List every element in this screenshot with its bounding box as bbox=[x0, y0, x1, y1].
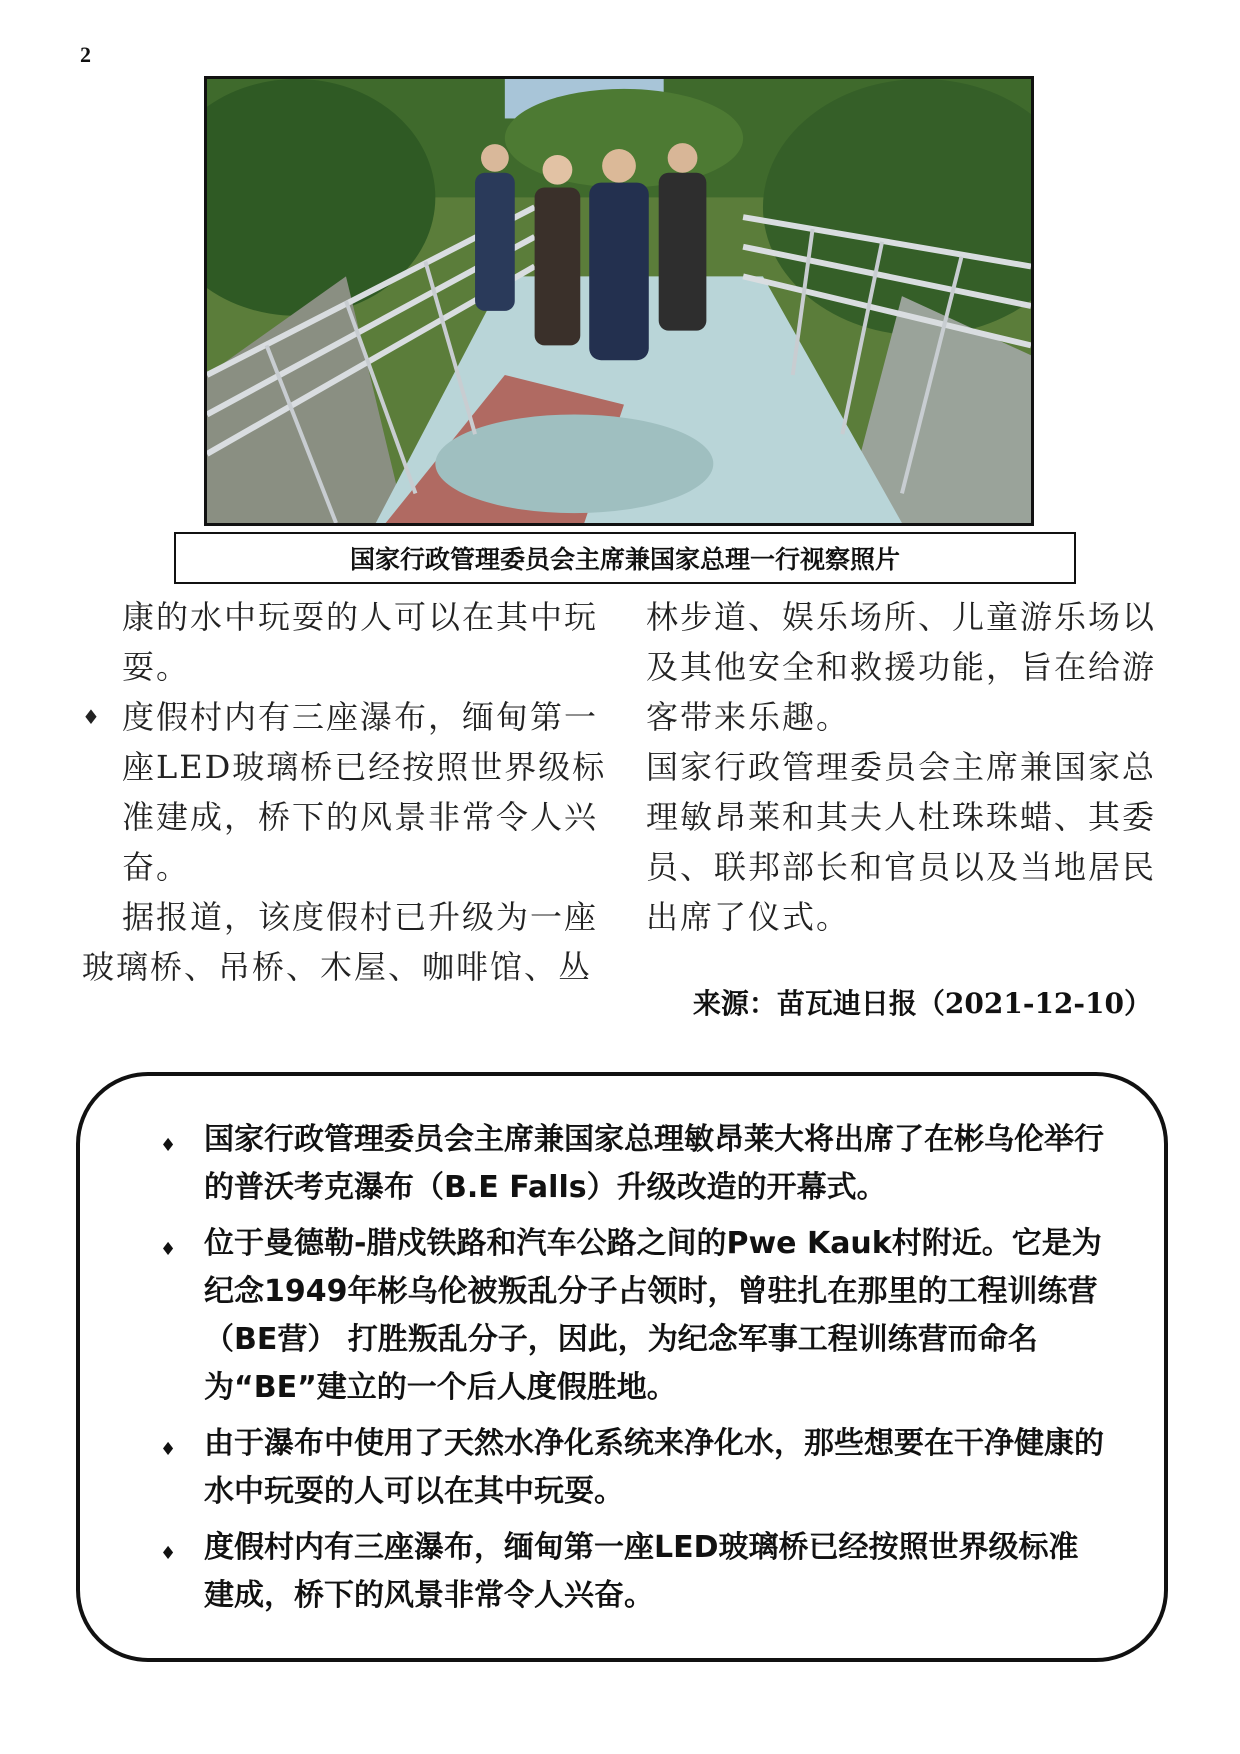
summary-item bbox=[140, 1524, 1108, 1620]
summary-item-text: 国家行政管理委员会主席兼国家总理敏昂莱大将出席了在彬乌伦举行的普沃考克瀑布（B.E Falls）升级改造的开幕式。 bbox=[204, 1122, 1104, 1205]
article-left-column bbox=[82, 592, 612, 992]
bullet-icon: ♦ bbox=[160, 1439, 177, 1460]
bullet-icon: ♦ bbox=[82, 705, 102, 729]
article-paragraph: 康的水中玩耍的人可以在其中玩耍。 bbox=[122, 598, 599, 686]
article-photo bbox=[204, 76, 1034, 526]
article-source: 来源：苗瓦迪日报（2021-12-10） bbox=[692, 987, 1152, 1020]
page-number: 2 bbox=[80, 42, 91, 67]
summary-box bbox=[76, 1072, 1168, 1662]
summary-item bbox=[140, 1116, 1108, 1212]
article-right-column bbox=[646, 592, 1178, 942]
summary-list bbox=[140, 1116, 1108, 1620]
bullet-icon: ♦ bbox=[160, 1239, 177, 1260]
bullet-icon: ♦ bbox=[160, 1135, 177, 1156]
photo-caption: 国家行政管理委员会主席兼国家总理一行视察照片 bbox=[174, 532, 1076, 584]
article-paragraph: 国家行政管理委员会主席兼国家总理敏昂莱和其夫人杜珠珠蜡、其委员、联邦部长和官员以及当地居民出席了仪式。 bbox=[646, 748, 1157, 936]
summary-item-text: 由于瀑布中使用了天然水净化系统来净化水，那些想要在干净健康的水中玩耍的人可以在其中玩耍。 bbox=[204, 1426, 1104, 1509]
summary-item-text: 度假村内有三座瀑布，缅甸第一座LED玻璃桥已经按照世界级标准建成，桥下的风景非常令人兴奋。 bbox=[204, 1530, 1079, 1613]
summary-item bbox=[140, 1420, 1108, 1516]
summary-item bbox=[140, 1220, 1108, 1412]
summary-item-text: 位于曼德勒-腊戍铁路和汽车公路之间的Pwe Kauk村附近。它是为纪念1949年彬乌伦被叛乱分子占领时，曾驻扎在那里的工程训练营（BE营） 打胜叛乱分子，因此，为纪念军事工程训练营而命名为“BE”建立的一个后人度假胜地。 bbox=[204, 1226, 1102, 1405]
article-paragraph-text: 度假村内有三座瀑布，缅甸第一座LED玻璃桥已经按照世界级标准建成，桥下的风景非常令人兴奋。 bbox=[122, 698, 607, 886]
article-paragraph: 林步道、娱乐场所、儿童游乐场以及其他安全和救援功能，旨在给游客带来乐趣。 bbox=[646, 598, 1157, 736]
article-bullet-paragraph bbox=[82, 692, 612, 892]
bullet-icon: ♦ bbox=[160, 1543, 177, 1564]
article-paragraph: 据报道，该度假村已升级为一座玻璃桥、吊桥、木屋、咖啡馆、丛 bbox=[82, 898, 599, 986]
